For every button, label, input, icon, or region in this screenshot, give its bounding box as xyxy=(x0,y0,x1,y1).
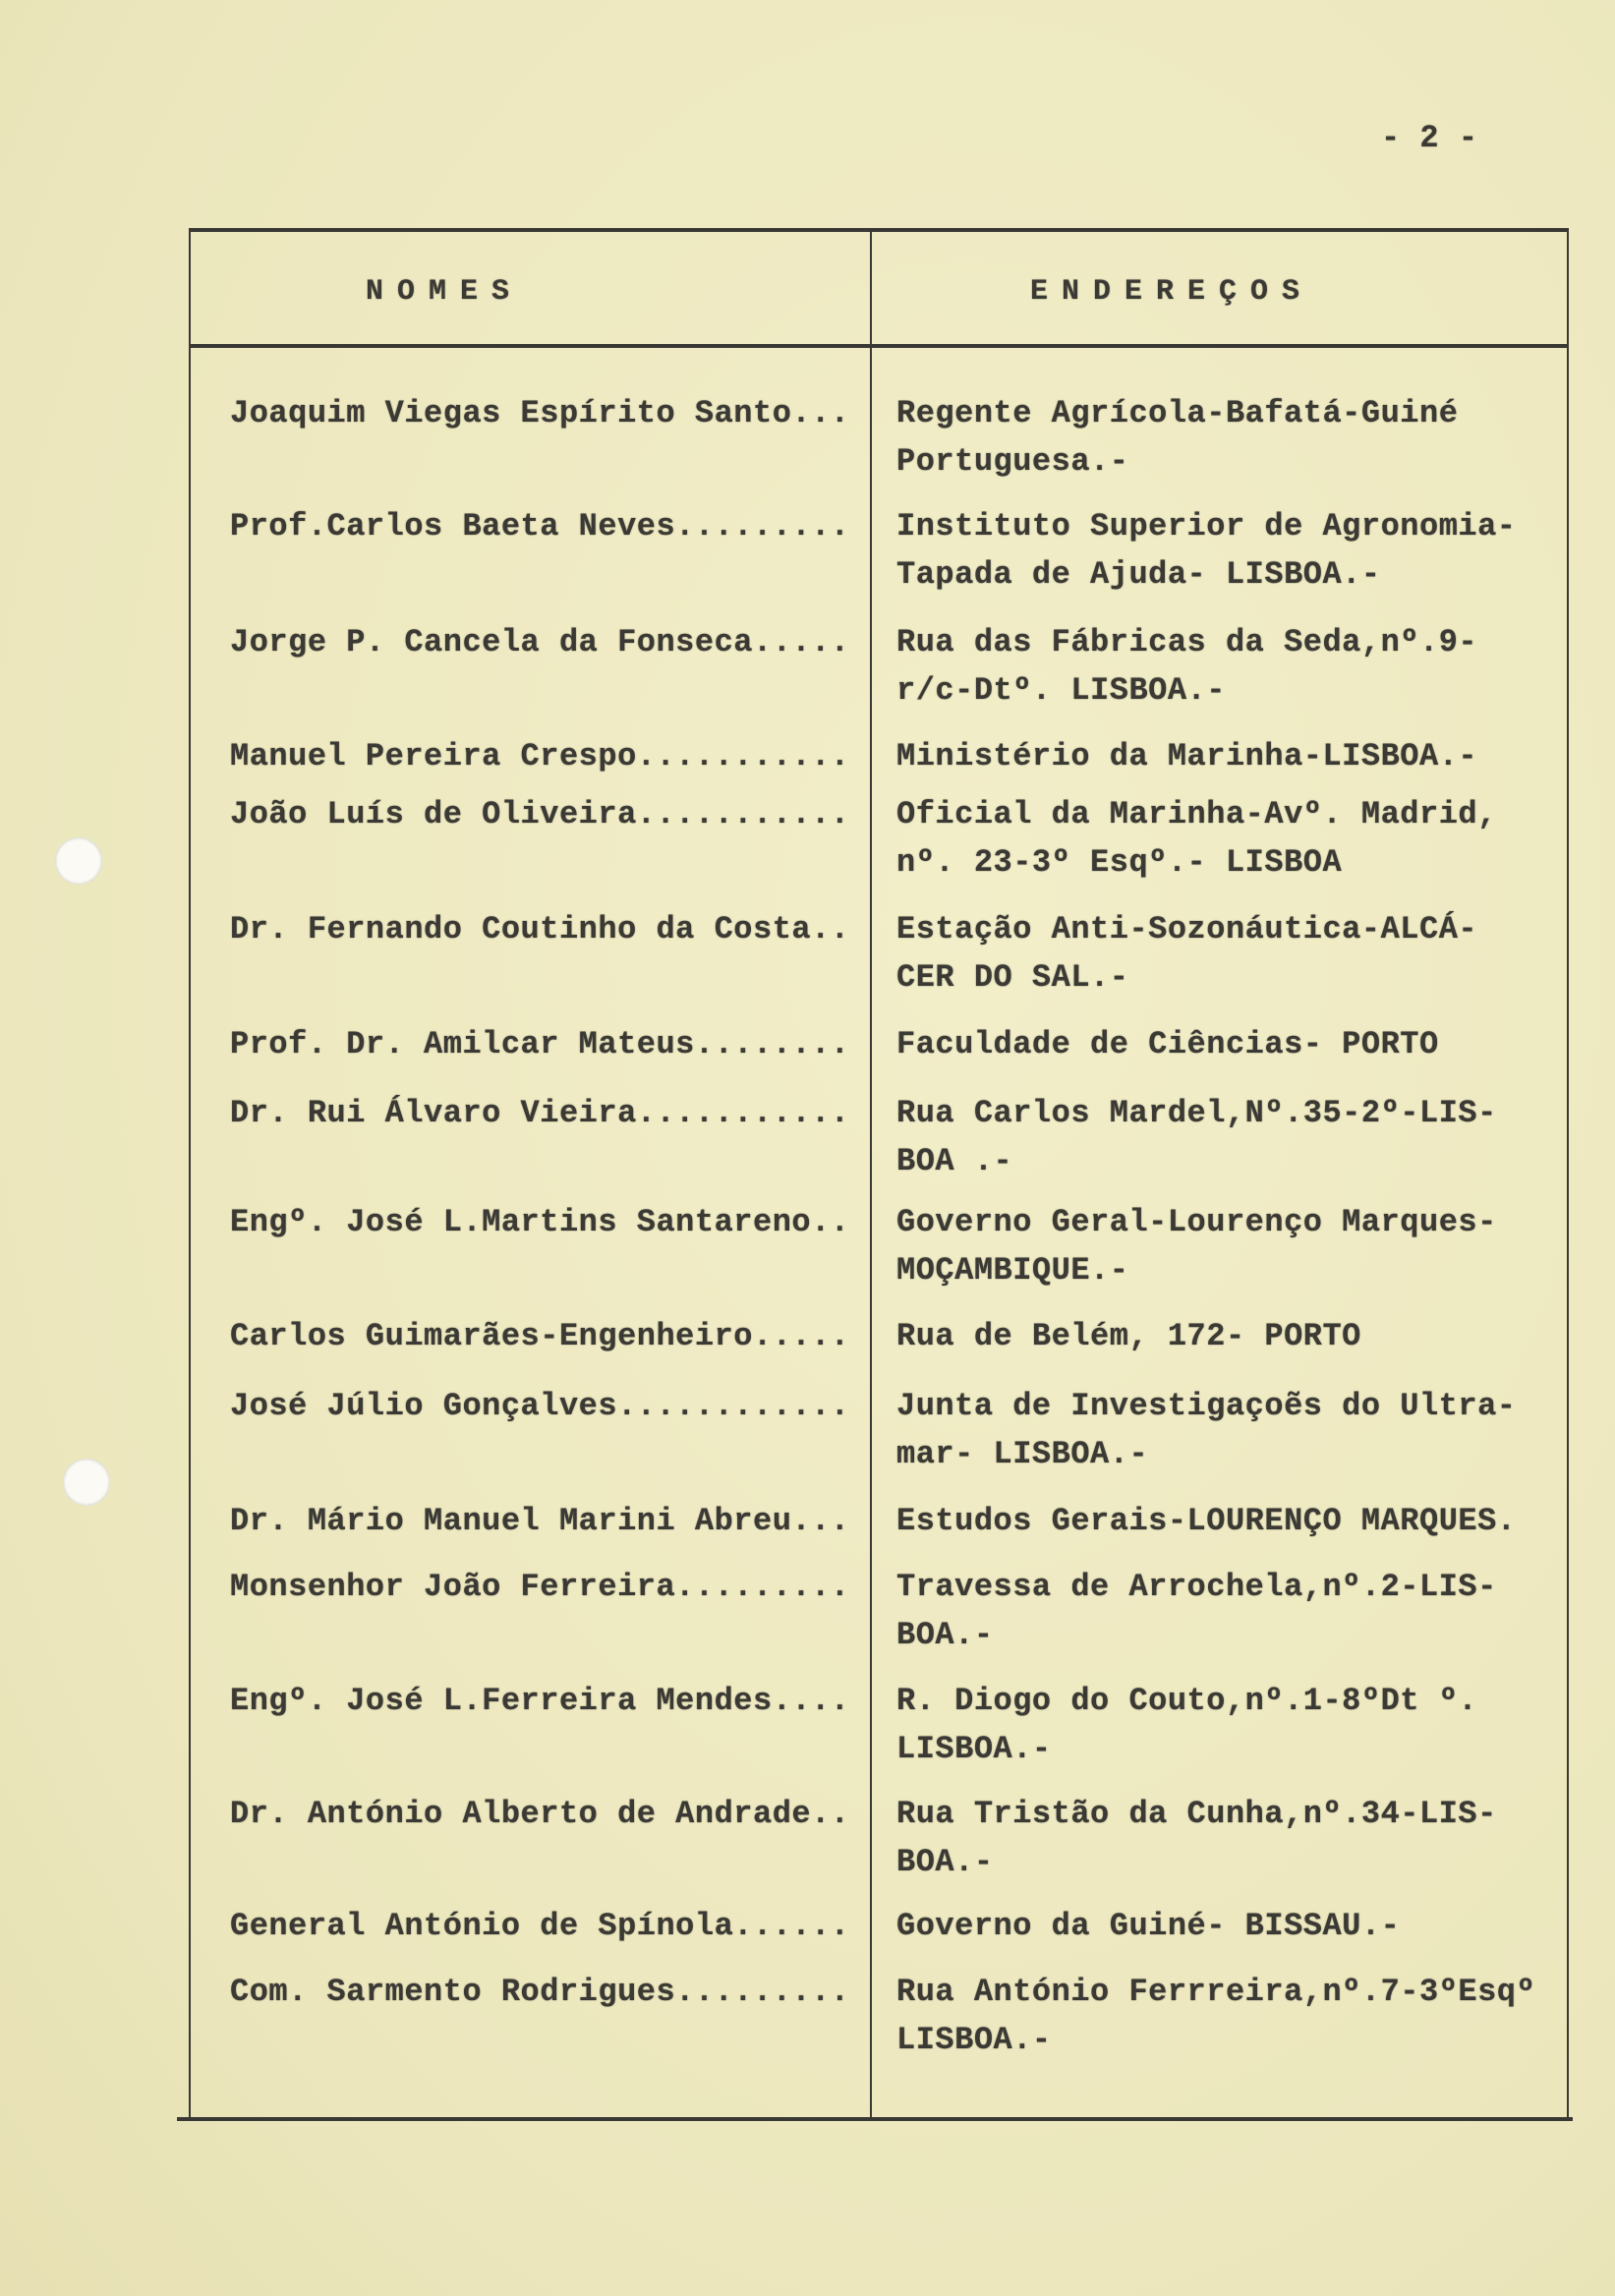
address-cell-line: BOA.- xyxy=(896,1844,994,1880)
header-addresses: ENDEREÇOS xyxy=(1030,275,1314,309)
name-cell: Dr. Mário Manuel Marini Abreu... xyxy=(230,1503,850,1539)
address-cell-line: Tapada de Ajuda- LISBOA.- xyxy=(896,556,1381,593)
name-cell: Dr. Fernando Coutinho da Costa.. xyxy=(230,911,850,947)
address-cell-line: r/c-Dtº. LISBOA.- xyxy=(896,672,1226,709)
address-cell-line: Estudos Gerais-LOURENÇO MARQUES. xyxy=(896,1503,1517,1539)
name-cell: Engº. José L.Ferreira Mendes.... xyxy=(230,1683,850,1719)
address-cell-line: LISBOA.- xyxy=(896,1731,1052,1767)
address-cell-line: Regente Agrícola-Bafatá-Guiné xyxy=(896,395,1459,431)
table-top-border xyxy=(191,228,1569,232)
address-cell-line: Estação Anti-Sozonáutica-ALCÁ- xyxy=(896,911,1478,947)
column-divider xyxy=(870,228,872,2121)
address-cell-line: nº. 23-3º Esqº.- LISBOA xyxy=(896,844,1343,881)
address-cell-line: BOA.- xyxy=(896,1617,994,1653)
address-cell-line: Rua Tristão da Cunha,nº.34-LIS- xyxy=(896,1796,1497,1832)
address-cell-line: MOÇAMBIQUE.- xyxy=(896,1252,1129,1289)
name-cell: Dr. António Alberto de Andrade.. xyxy=(230,1796,850,1832)
name-cell: Manuel Pereira Crespo........... xyxy=(230,738,850,775)
address-cell-line: Instituto Superior de Agronomia- xyxy=(896,508,1517,545)
name-cell: Com. Sarmento Rodrigues......... xyxy=(230,1974,850,2010)
address-cell-line: Governo Geral-Lourenço Marques- xyxy=(896,1204,1497,1240)
name-cell: Dr. Rui Álvaro Vieira........... xyxy=(230,1095,850,1131)
name-cell: Engº. José L.Martins Santareno.. xyxy=(230,1204,850,1240)
address-cell-line: Junta de Investigaçoẽs do Ultra- xyxy=(896,1388,1517,1424)
address-cell-line: mar- LISBOA.- xyxy=(896,1436,1149,1472)
address-cell-line: Rua das Fábricas da Seda,nº.9- xyxy=(896,624,1478,660)
address-cell-line: R. Diogo do Couto,nº.1-8ºDt º. xyxy=(896,1683,1478,1719)
name-cell: José Júlio Gonçalves............ xyxy=(230,1388,850,1424)
name-cell: Carlos Guimarães-Engenheiro..... xyxy=(230,1318,850,1354)
punch-hole xyxy=(55,837,102,885)
name-cell: General António de Spínola...... xyxy=(230,1908,850,1944)
address-cell-line: Rua de Belém, 172- PORTO xyxy=(896,1318,1361,1354)
address-cell-line: Faculdade de Ciências- PORTO xyxy=(896,1026,1439,1062)
name-cell: Jorge P. Cancela da Fonseca..... xyxy=(230,624,850,660)
header-names: NOMES xyxy=(366,275,524,309)
table-left-border xyxy=(189,228,191,2121)
punch-hole xyxy=(63,1459,110,1506)
address-cell-line: Rua Carlos Mardel,Nº.35-2º-LIS- xyxy=(896,1095,1497,1131)
address-cell-line: BOA .- xyxy=(896,1143,1013,1179)
table-bottom-border xyxy=(177,2117,1573,2121)
address-cell-line: LISBOA.- xyxy=(896,2022,1052,2058)
table-right-border xyxy=(1567,228,1569,2121)
name-cell: Prof. Dr. Amilcar Mateus........ xyxy=(230,1026,850,1062)
header-divider xyxy=(191,344,1569,348)
name-cell: João Luís de Oliveira........... xyxy=(230,796,850,832)
name-cell: Prof.Carlos Baeta Neves......... xyxy=(230,508,850,545)
address-cell-line: Governo da Guiné- BISSAU.- xyxy=(896,1908,1401,1944)
address-cell-line: Oficial da Marinha-Avº. Madrid, xyxy=(896,796,1497,832)
address-cell-line: Travessa de Arrochela,nº.2-LIS- xyxy=(896,1569,1497,1605)
name-cell: Joaquim Viegas Espírito Santo... xyxy=(230,395,850,431)
address-cell-line: Ministério da Marinha-LISBOA.- xyxy=(896,738,1478,775)
address-cell-line: CER DO SAL.- xyxy=(896,959,1129,996)
address-cell-line: Portuguesa.- xyxy=(896,443,1129,480)
name-cell: Monsenhor João Ferreira......... xyxy=(230,1569,850,1605)
page-number: - 2 - xyxy=(1381,120,1478,156)
address-cell-line: Rua António Ferrreira,nº.7-3ºEsqº xyxy=(896,1974,1536,2010)
